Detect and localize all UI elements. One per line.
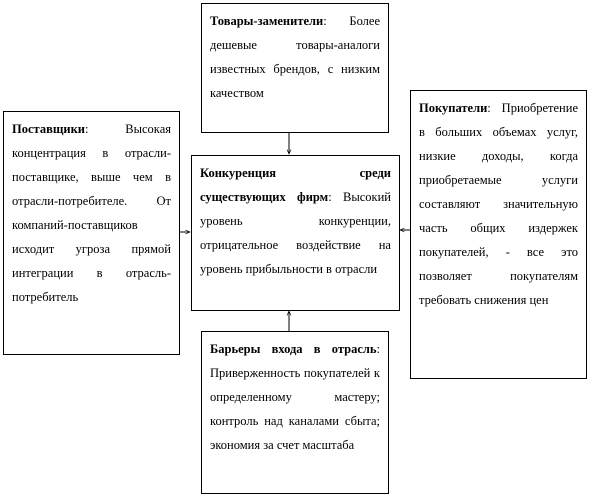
- competition-title: Конкуренция среди существующих фирм: [200, 166, 391, 204]
- suppliers-text: : Высокая концентрация в отрасли-поставщике, выше чем в отрасли-потребителе. От компаний-поставщиков исходит угроза прямой интеграции в отрасль-потребитель: [12, 122, 171, 304]
- barriers-text: : Приверженность покупателей к определенному мастеру; контроль над каналами сбыта; экономия за счет масштаба: [210, 342, 380, 452]
- competition-box: [191, 155, 400, 311]
- suppliers-box: [3, 111, 180, 355]
- substitutes-title: Товары-заменители: [210, 14, 324, 28]
- buyers-title: Покупатели: [419, 101, 488, 115]
- substitutes-box: [201, 3, 389, 133]
- barriers-box: [201, 331, 389, 494]
- suppliers-title: Поставщики: [12, 122, 85, 136]
- barriers-title: Барьеры входа в отрасль: [210, 342, 377, 356]
- substitutes-text: : Более дешевые товары-аналоги известных брендов, с низким качеством: [210, 14, 380, 100]
- buyers-box: [410, 90, 587, 379]
- buyers-text: : Приобретение в больших объемах услуг, низкие доходы, когда приобретаемые услуги составляют значительную часть общих издержек покупателей, - все это позволяет покупателям требовать снижения цен: [419, 101, 578, 307]
- competition-text: : Высокий уровень конкуренции, отрицательное воздействие на уровень прибыльности в отрасли: [200, 190, 391, 276]
